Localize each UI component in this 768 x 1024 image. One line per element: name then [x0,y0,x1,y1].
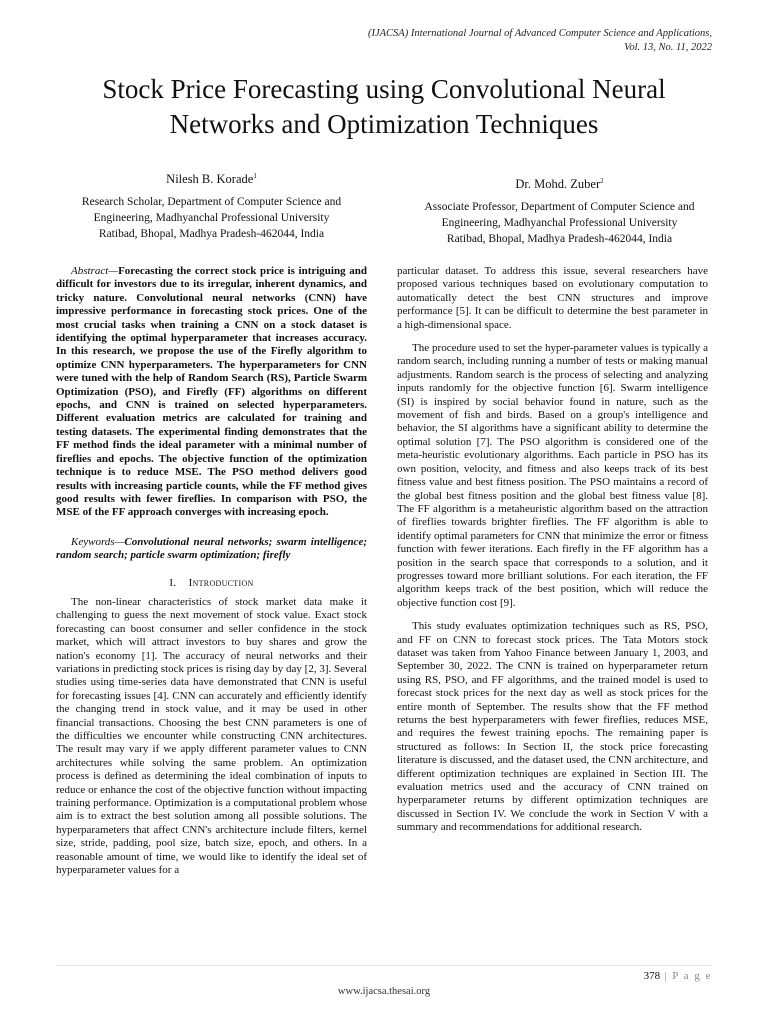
journal-header [368,27,712,55]
introduction-paragraph-1: The non-linear characteristics of stock market data make it challenging to guess the next movement of stock value. Exact stock forecasting can boost consumer and seller confidence in the stock market, which will attract investors to buy shares and grow the nation's economy [1]. The accuracy of neural networks and their variations in predicting stock prices is rising day by day [2, 3]. Several studies using time-series data have demonstrated that CNN is useful for forecasting issues [4]. CNN can accurately and efficiently identify the changing trend in stock value, and it may be used in other financial transactions. Choosing the best CNN parameters is one of the difficulties we encounter while constructing CNN architectures. The result may vary if we apply different parameter values to CNN architectures while solving the same problem. An optimization process is defined as determining the ideal combination of inputs to reduce or enhance the cost of the objective function without impacting training performance. Optimization is a computational problem whose aim is to extract the best solution among all possible solutions. The hyperparameters that affect CNN's architecture include filters, kernel size, stride, padding, pool size, batch size, epoch, and others. In a reasonable amount of time, we would like to identify the ideal set of hyperparameter values for a [56,595,367,877]
section-title: Introduction [188,576,254,589]
author-1-affiliation-3: Ratibad, Bhopal, Madhya Pradesh-462044, India [98,228,325,241]
abstract-label: Abstract— [71,265,119,277]
journal-website: www.ijacsa.thesai.org [337,986,431,997]
section-number: I. [169,576,177,589]
journal-volume: Vol. 13, No. 11, 2022 [624,42,712,53]
keywords-label: Keywords— [71,535,125,548]
author-1 [56,168,367,242]
abstract-text: Forecasting the correct stock price is intriguing and difficult for investors due to its irregular, inherent dynamics, and tricky nature. Convolutional neural networks (CNN) have impressive performance in forecasting stock prices. One of the most crucial tasks when training a CNN on a stock dataset is identifying the optimal hyperparameter that increases accuracy. In this research, we propose the use of the Firefly algorithm to optimize CNN hyperparameters. The hyperparameters for CNN were tuned with the help of Random Search (RS), Particle Swarm Optimization (PSO), and Firefly (FF) algorithms on different epochs, and CNN is trained on selected hyperparameters. Different evaluation metrics are calculated for training and testing datasets. The experimental finding demonstrates that the FF method finds the ideal parameter with a minimal number of fireflies and epochs. The objective function of the optimization technique is to reduce MSE. The PSO method delivers good results with increasing particle counts, while the FF method gives good results with fewer fireflies. In comparison with PSO, the MSE of the FF approach converges with increasing epoch. [56,265,367,519]
body-paragraph-3: This study evaluates optimization techniques such as RS, PSO, and FF on CNN to forecast stock prices. The Tata Motors stock dataset was taken from Yahoo Finance between January 1, 2003, and September 30, 2022. The CNN is trained on hyperparameter return using RS, PSO, and FF algorithms, and the trained model is used to forecast stock prices for the next day as well as stock prices for the entire month of September. The results show that the FF method returns the best hyperparameters with fewer fireflies, reduces MSE, and requires the fewest training epochs. The remaining paper is structured as follows: In Section II, the stock price forecasting literature is discussed, and the dataset used, the CNN architecture, and different optimization techniques are explained in Section III. The evaluation metrics used and the accuracy of CNN trained on hyperparameter returns by different optimization techniques are discussed in Section IV. We conclude the work in Section V with a summary and recommendations for additional research. [397,620,708,834]
page-number [644,970,712,982]
author-2 [404,173,715,247]
section-heading-introduction [56,577,367,590]
body-paragraph-2: The procedure used to set the hyper-parameter values is typically a random search, including running a number of tests or making manual adjustments. Random search is the process of selecting and analyzing inputs randomly for the objective function [6]. Swarm intelligence (SI) is inspired by social behavior found in nature, such as the movement of fish and birds. Based on a group's intelligence and behavior, the SI algorithms have a significant ability to determine the optimal solution [7]. The PSO algorithm is considered one of the meta-heuristic evolutionary algorithms. Each particle in PSO has its own position, velocity, and fitness and also keeps track of its best fitness value and best fitness position. The PSO maintains a record of the global best fitness position and the global best fitness value [8]. The FF algorithm is a metaheuristic algorithm based on the attraction of fireflies towards brighter fireflies. The FF algorithm is able to identify optimal parameters for CNN that minimize the error or fitness function with fewer iterations. Each firefly in the FF algorithm has a position in the search space that corresponds to a solution, and it progresses toward more brilliant solutions. For each iteration, the FF algorithm keeps track of the best position, which will reduce the objective function cost [9]. [397,342,708,609]
author-2-affiliation-2: Engineering, Madhyanchal Professional University [441,217,678,230]
keywords [56,536,367,563]
keywords-text: Convolutional neural networks; swarm intelligence; random search; particle swarm optimization; firefly [56,535,367,562]
left-column [56,265,367,877]
abstract [56,265,367,520]
paper-title-line-2: Networks and Optimization Techniques [169,109,599,139]
page-number-value: 378 [643,970,661,982]
author-2-affiliation-1: Associate Professor, Department of Computer Science and [424,201,695,214]
right-column [397,265,708,835]
page-separator: | [660,970,673,982]
journal-name: (IJACSA) International Journal of Advanced Computer Science and Applications, [367,28,712,39]
author-1-affiliation-1: Research Scholar, Department of Computer Science and [81,196,342,209]
paper-title [40,72,728,142]
author-1-affiliation-2: Engineering, Madhyanchal Professional University [93,212,330,225]
body-paragraph-continued: particular dataset. To address this issue, several researchers have proposed various techniques based on evolutionary computation to automatically detect the best CNN structures and improve performance [5]. It can be difficult to determine the best parameter in a high-dimensional space. [397,265,708,331]
page-label: P a g e [672,970,712,982]
author-2-name: Dr. Mohd. Zuber$^2$ [515,177,604,192]
paper-title-line-1: Stock Price Forecasting using Convolutional Neural [102,74,666,104]
author-1-name: Nilesh B. Korade$^1$ [166,172,257,187]
author-2-affiliation-3: Ratibad, Bhopal, Madhya Pradesh-462044, India [446,233,673,246]
footer-divider [56,965,712,966]
